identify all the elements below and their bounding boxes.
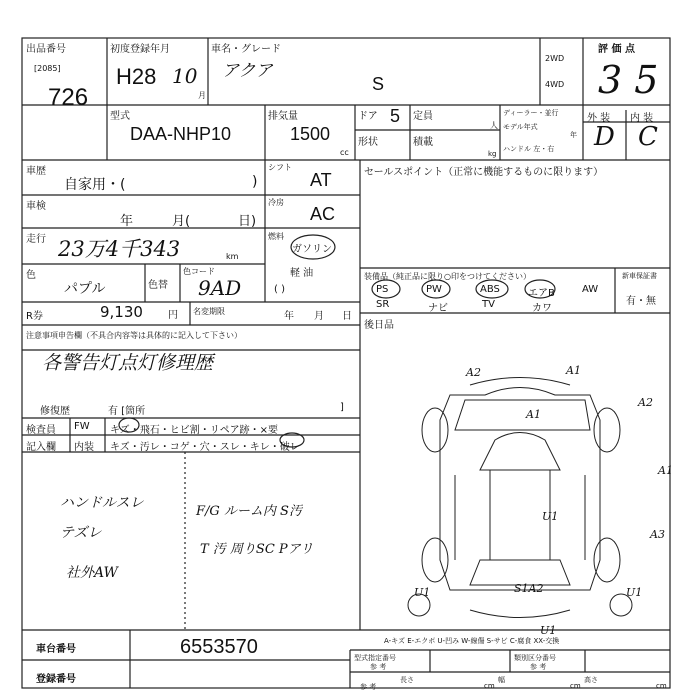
load-unit: kg [488,150,497,158]
hand-note-1: ハンドルスレ [60,495,144,511]
color: パプル [64,281,106,297]
damage-legend: A-キズ E-エクボ U-凹み W-線傷 S-サビ C-腐食 XX-交換 [384,637,560,645]
mark-a1-hood: A1 [526,408,541,421]
mark-u1-rear: U1 [540,624,557,637]
width-label: 幅 [498,676,505,684]
shape-label: 形状 [358,137,378,148]
notes-hand: 各警告灯点灯修理歴 [42,352,214,374]
reg-no-label: 登録番号 [36,674,76,685]
repair-value: 有 [箇所 [108,406,146,417]
mark-s1a2: S1A2 [514,582,544,595]
type-label: 型式指定番号 [354,654,396,662]
ref-1: 参 考 [370,663,387,671]
ref-2: 参 考 [530,663,547,671]
cap-label: 定員 [413,111,433,122]
warranty: 有・無 [626,296,656,307]
ac: AC [310,204,336,224]
mark-a2-front: A2 [466,366,481,379]
fuel: ガソリン [292,244,332,255]
equip-leather: カワ [532,303,552,314]
nc-month: 月 [314,311,324,322]
class-label: 類別区分番号 [514,654,556,662]
mark-a1-side: A1 [658,464,673,477]
history-label: 車歴 [26,166,46,177]
hand-note-3: 社外AW [66,565,118,581]
fuel-alt: 軽 油 [290,268,314,279]
equip-pw: PW [426,284,442,295]
doors: 5 [390,106,401,126]
shaken-day: 日) [238,214,257,229]
equip-airbag: エアB [528,288,555,299]
repair-close: ] [340,402,344,413]
length-label: 長さ [400,676,414,684]
disp-label: 排気量 [268,111,298,122]
mark-u1-rear-right: U1 [626,586,643,599]
equip-abs: ABS [480,284,500,295]
color-code-label: 色コード [183,267,215,276]
lot-label: 出品番号 [26,44,66,55]
load-label: 積載 [413,137,433,148]
equip-tv: TV [482,299,495,310]
ext-label: 外 装 [587,113,611,124]
score: 3 5 [598,58,659,102]
ac-label: 冷房 [268,198,284,207]
history-value: 自家用・( [64,177,126,193]
cap-unit: 人 [490,121,498,130]
history-close: ) [252,174,258,190]
equip-label: 装備品（純正品に限り○印をつけてください） [364,272,531,281]
mark-a3: A3 [650,528,665,541]
hand-note-4: F/G ルーム内 S汚 [196,504,302,519]
mark-a1-front: A1 [566,364,581,377]
height-label: 高さ [584,676,598,684]
int-grade: C [638,122,658,152]
chassis: 6553570 [180,636,258,658]
entry-label: 記入欄 [26,442,56,453]
model-year-label: モデル年式 [503,123,538,131]
reg-year: H28 [116,64,157,89]
recycle: 9,130 [100,303,143,321]
disp: 1500 [290,124,331,144]
recycle-unit: 円 [168,310,178,321]
equip-navi: ナビ [428,303,448,314]
nc-year: 年 [284,311,294,322]
notes-label: 注意事項申告欄（不具合内容等は具体的に記入して下さい） [26,331,242,340]
reg-label: 初度登録年月 [110,44,170,55]
chassis-label: 車台番号 [36,644,76,655]
shift: AT [310,170,332,190]
reg-month: 10 [172,64,198,88]
equip-ps: PS [376,284,389,295]
lot-number: 726 [48,84,89,111]
name-change-label: 名変期限 [193,307,225,316]
mileage-label: 走行 [26,234,46,245]
mark-a2-right: A2 [638,396,653,409]
sales-label: セールスポイント（正常に機能するものに限ります） [364,167,604,178]
name-label: 車名・グレード [211,44,281,55]
fuel-label: 燃料 [268,232,284,241]
lot-sub: [2085] [34,64,61,73]
fw-items: キズ・飛石・ヒビ割・リペア跡・×要 [110,425,278,436]
disp-unit: cc [340,148,349,157]
cm-1: cm [484,682,495,690]
repair-label: 修復歴 [40,406,70,417]
ref-3: 参 考 [360,683,377,691]
cm-3: cm [656,682,667,690]
drive-4wd: 4WD [545,80,565,89]
hand-note-2: テズレ [60,525,102,541]
after-label: 後日品 [364,320,394,331]
inspector-label: 検査員 [26,425,56,436]
int-items: キズ・汚レ・コゲ・穴・スレ・キレ・破レ [110,442,300,453]
score-label: 評 価 点 [598,44,635,55]
equip-aw: AW [582,284,599,295]
mark-u1-rear-left: U1 [414,586,431,599]
color-no-label: 色替 [148,280,168,291]
shaken-month: 月( [172,214,191,229]
recycle-label: R券 [26,311,43,322]
fuel-paren: ( ) [274,284,285,295]
nc-day: 日 [342,311,352,322]
shaken-label: 車検 [26,201,46,212]
reg-month-unit: 月 [198,91,206,100]
year-unit: 年 [570,131,577,139]
int-label: 内 装 [630,113,654,124]
cm-2: cm [570,682,581,690]
int-row-label: 内装 [74,442,94,453]
color-code: 9AD [198,276,242,300]
mileage-unit: km [226,252,239,261]
ext-grade: D [594,122,615,152]
fw-label: FW [74,421,90,432]
drive-2wd: 2WD [545,54,565,63]
model: DAA-NHP10 [130,124,232,144]
equip-sr: SR [376,299,390,310]
warranty-label: 新車保証書 [622,272,657,280]
handle-label: ハンドル 左・右 [503,145,555,153]
car-name: アクア [222,61,273,81]
grade: S [372,74,385,94]
dealer-label: ディーラー・並行 [503,109,559,117]
color-label: 色 [26,270,36,281]
model-label: 型式 [110,111,130,122]
shift-label: シフト [268,163,292,172]
doors-label: ドア [358,111,378,122]
shaken-year: 年 [120,214,134,229]
mark-u1-roof: U1 [542,510,559,523]
hand-note-5: T 汚 周りSC Pアリ [200,542,314,557]
mileage: 23万4千343 [58,237,181,261]
